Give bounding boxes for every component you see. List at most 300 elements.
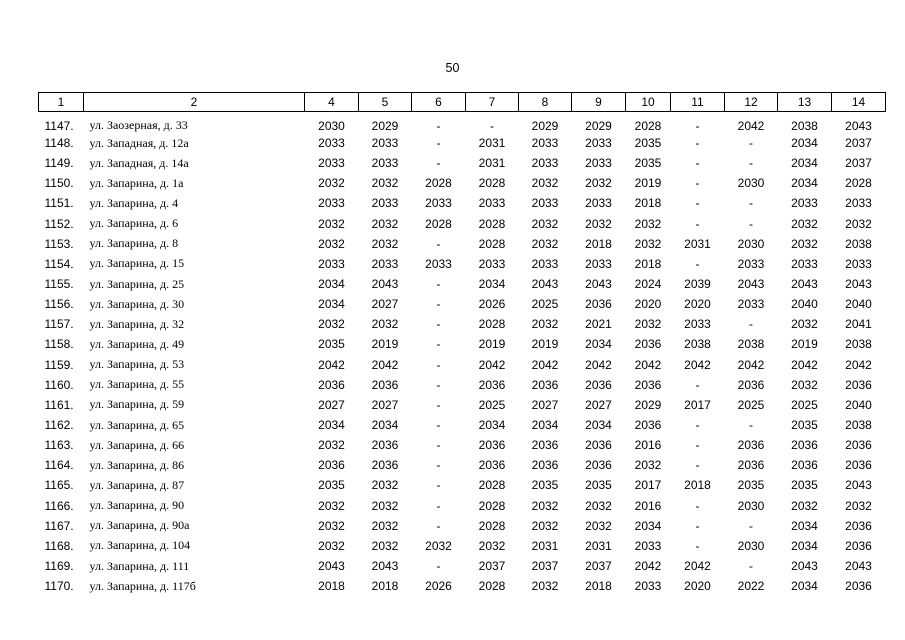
- value-cell: 2042: [684, 559, 711, 574]
- value-cell: 2042: [634, 559, 662, 574]
- value-cell: 2036: [791, 458, 818, 473]
- value-cell: 2018: [318, 579, 345, 594]
- value-cell: 2033: [845, 196, 872, 211]
- value-cell: -: [436, 357, 441, 372]
- value-cell: 2033: [531, 256, 559, 271]
- value-cell: 2032: [634, 317, 662, 332]
- value-cell: -: [695, 196, 700, 211]
- value-cell: 2043: [845, 559, 872, 574]
- value-cell: 2032: [531, 317, 559, 332]
- value-cell: 2032: [318, 236, 345, 251]
- value-cell: 2027: [318, 397, 345, 412]
- value-cell: 2043: [371, 559, 399, 574]
- row-number: 1158.: [44, 337, 74, 352]
- value-cell: 2043: [585, 277, 612, 292]
- value-cell: 2018: [634, 256, 662, 271]
- value-cell: 2035: [737, 478, 765, 493]
- column-header: 12: [725, 93, 778, 112]
- value-cell: 2019: [634, 176, 662, 191]
- value-cell: 2034: [791, 518, 818, 533]
- value-cell: 2029: [371, 118, 399, 133]
- value-cell: 2036: [737, 377, 765, 392]
- value-cell: 2030: [737, 498, 765, 513]
- value-cell: 2032: [371, 216, 399, 231]
- value-cell: 2038: [845, 337, 872, 352]
- table-row: [39, 375, 886, 395]
- address-cell: ул. Запарина, д. 32: [89, 316, 185, 331]
- value-cell: 2036: [845, 538, 872, 553]
- value-cell: 2018: [371, 579, 399, 594]
- value-cell: 2032: [585, 518, 612, 533]
- value-cell: -: [490, 118, 494, 133]
- value-cell: 2034: [318, 297, 345, 312]
- table-row: [39, 173, 886, 193]
- value-cell: 2033: [425, 256, 452, 271]
- table-row: [39, 193, 886, 213]
- row-number: 1147.: [44, 118, 74, 133]
- value-cell: 2031: [531, 538, 559, 553]
- value-cell: 2033: [845, 256, 872, 271]
- value-cell: -: [749, 317, 753, 332]
- value-cell: 2030: [737, 176, 765, 191]
- value-cell: 2034: [585, 337, 612, 352]
- value-cell: 2036: [737, 438, 765, 453]
- value-cell: 2027: [371, 397, 399, 412]
- column-header: 4: [305, 93, 359, 112]
- value-cell: 2036: [791, 438, 818, 453]
- value-cell: 2042: [478, 357, 506, 372]
- value-cell: 2042: [371, 357, 399, 372]
- value-cell: 2032: [791, 317, 818, 332]
- value-cell: 2032: [531, 579, 559, 594]
- value-cell: 2036: [634, 377, 662, 392]
- value-cell: -: [436, 458, 441, 473]
- value-cell: 2033: [684, 317, 711, 332]
- value-cell: 2018: [684, 478, 711, 493]
- page-number: 50: [445, 61, 460, 75]
- value-cell: 2020: [634, 297, 662, 312]
- row-number: 1157.: [44, 317, 74, 332]
- value-cell: -: [695, 176, 700, 191]
- row-number: 1154.: [44, 256, 74, 271]
- value-cell: 2033: [318, 156, 345, 171]
- value-cell: 2033: [425, 196, 452, 211]
- value-cell: 2042: [585, 357, 612, 372]
- value-cell: 2032: [371, 176, 399, 191]
- value-cell: -: [436, 118, 441, 133]
- value-cell: 2036: [318, 377, 345, 392]
- address-cell: ул. Запарина, д. 86: [89, 457, 185, 472]
- table-row: [39, 556, 886, 576]
- value-cell: 2038: [791, 118, 818, 133]
- value-cell: -: [749, 136, 753, 151]
- value-cell: 2036: [478, 438, 506, 453]
- value-cell: 2033: [318, 196, 345, 211]
- value-cell: 2031: [585, 538, 612, 553]
- value-cell: 2032: [371, 538, 399, 553]
- value-cell: 2042: [737, 357, 765, 372]
- value-cell: 2025: [737, 397, 765, 412]
- value-cell: 2031: [478, 136, 506, 151]
- value-cell: 2033: [791, 256, 818, 271]
- value-cell: 2032: [318, 438, 345, 453]
- column-header: 8: [519, 93, 572, 112]
- value-cell: 2032: [425, 538, 452, 553]
- value-cell: 2027: [585, 397, 612, 412]
- row-number: 1165.: [44, 478, 74, 493]
- value-cell: -: [695, 418, 700, 433]
- value-cell: 2036: [478, 377, 506, 392]
- value-cell: 2032: [318, 216, 345, 231]
- value-cell: 2035: [531, 478, 559, 493]
- value-cell: 2032: [371, 478, 399, 493]
- value-cell: -: [695, 538, 700, 553]
- value-cell: 2037: [478, 559, 506, 574]
- table-row: [39, 334, 886, 354]
- value-cell: 2029: [634, 397, 662, 412]
- value-cell: 2019: [791, 337, 818, 352]
- value-cell: -: [695, 118, 700, 133]
- value-cell: -: [695, 438, 700, 453]
- value-cell: 2040: [845, 297, 872, 312]
- column-header: 9: [572, 93, 626, 112]
- value-cell: 2036: [634, 337, 662, 352]
- value-cell: 2032: [531, 216, 559, 231]
- value-cell: 2043: [845, 118, 872, 133]
- address-cell: ул. Запарина, д. 59: [89, 397, 185, 412]
- address-cell: ул. Запарина, д. 53: [89, 357, 185, 372]
- value-cell: 2042: [684, 357, 711, 372]
- address-cell: ул. Запарина, д. 49: [89, 336, 185, 351]
- address-cell: ул. Запарина, д. 66: [89, 437, 185, 452]
- value-cell: 2017: [684, 397, 711, 412]
- value-cell: -: [749, 559, 753, 574]
- column-header: 5: [359, 93, 412, 112]
- value-cell: 2038: [737, 337, 765, 352]
- value-cell: 2016: [634, 438, 662, 453]
- value-cell: 2036: [371, 458, 399, 473]
- value-cell: 2032: [585, 498, 612, 513]
- row-number: 1167.: [44, 518, 74, 533]
- value-cell: 2018: [585, 579, 612, 594]
- value-cell: 2043: [845, 478, 872, 493]
- value-cell: 2043: [318, 559, 345, 574]
- value-cell: 2033: [585, 136, 612, 151]
- value-cell: 2038: [845, 236, 872, 251]
- column-header: 13: [778, 93, 832, 112]
- value-cell: 2042: [845, 357, 872, 372]
- value-cell: 2039: [684, 277, 711, 292]
- value-cell: 2032: [531, 498, 559, 513]
- value-cell: 2031: [478, 156, 506, 171]
- value-cell: 2032: [634, 236, 662, 251]
- value-cell: 2033: [531, 196, 559, 211]
- value-cell: 2029: [531, 118, 559, 133]
- value-cell: 2034: [791, 538, 818, 553]
- column-header: 11: [671, 93, 725, 112]
- table-row: [39, 254, 886, 274]
- value-cell: 2035: [634, 136, 662, 151]
- value-cell: -: [436, 236, 441, 251]
- row-number: 1160.: [44, 377, 74, 392]
- value-cell: -: [695, 216, 700, 231]
- value-cell: 2043: [737, 277, 765, 292]
- table-row: [39, 314, 886, 334]
- value-cell: 2035: [791, 478, 818, 493]
- value-cell: 2036: [478, 458, 506, 473]
- value-cell: 2034: [318, 277, 345, 292]
- value-cell: 2036: [845, 377, 872, 392]
- value-cell: 2028: [478, 579, 506, 594]
- value-cell: 2032: [845, 498, 872, 513]
- value-cell: 2030: [737, 538, 765, 553]
- value-cell: -: [695, 498, 700, 513]
- value-cell: 2036: [845, 579, 872, 594]
- value-cell: 2018: [585, 236, 612, 251]
- value-cell: 2037: [531, 559, 559, 574]
- address-cell: ул. Запарина, д. 65: [89, 417, 185, 432]
- address-cell: ул. Запарина, д. 87: [89, 477, 185, 492]
- value-cell: 2032: [531, 518, 559, 533]
- value-cell: 2034: [634, 518, 662, 533]
- value-cell: 2030: [737, 236, 765, 251]
- value-cell: 2035: [585, 478, 612, 493]
- column-header: 6: [412, 93, 466, 112]
- value-cell: 2020: [684, 297, 711, 312]
- table-row: [39, 536, 886, 556]
- row-number: 1149.: [44, 156, 74, 171]
- value-cell: -: [436, 337, 441, 352]
- value-cell: 2036: [845, 458, 872, 473]
- value-cell: 2032: [531, 176, 559, 191]
- address-cell: ул. Запарина, д. 111: [89, 558, 190, 573]
- value-cell: 2038: [845, 418, 872, 433]
- address-cell: ул. Западная, д. 12а: [89, 135, 189, 150]
- value-cell: 2036: [585, 438, 612, 453]
- table-row: [39, 395, 886, 415]
- value-cell: 2032: [318, 317, 345, 332]
- value-cell: 2036: [371, 377, 399, 392]
- value-cell: 2032: [318, 538, 345, 553]
- value-cell: 2027: [371, 297, 399, 312]
- value-cell: 2035: [634, 156, 662, 171]
- address-cell: ул. Запарина, д. 104: [89, 538, 191, 553]
- value-cell: 2036: [585, 458, 612, 473]
- table-row: [39, 415, 886, 435]
- value-cell: 2036: [371, 438, 399, 453]
- value-cell: 2036: [531, 377, 559, 392]
- value-cell: 2032: [791, 236, 818, 251]
- value-cell: -: [436, 438, 441, 453]
- value-cell: 2028: [634, 118, 662, 133]
- value-cell: 2028: [425, 176, 452, 191]
- address-cell: ул. Западная, д. 14а: [89, 155, 189, 170]
- value-cell: 2033: [371, 156, 399, 171]
- row-number: 1170.: [44, 579, 74, 594]
- value-cell: 2026: [425, 579, 452, 594]
- value-cell: 2028: [425, 216, 452, 231]
- value-cell: -: [695, 458, 700, 473]
- value-cell: 2022: [737, 579, 765, 594]
- value-cell: 2040: [791, 297, 818, 312]
- value-cell: 2036: [531, 458, 559, 473]
- value-cell: -: [436, 498, 441, 513]
- value-cell: 2019: [478, 337, 506, 352]
- table-row: [39, 274, 886, 294]
- value-cell: -: [436, 397, 441, 412]
- value-cell: 2033: [737, 256, 765, 271]
- value-cell: 2042: [634, 357, 662, 372]
- value-cell: 2018: [634, 196, 662, 211]
- value-cell: 2025: [531, 297, 559, 312]
- value-cell: 2040: [845, 397, 872, 412]
- value-cell: 2041: [845, 317, 872, 332]
- table-row: [39, 576, 886, 596]
- address-cell: ул. Запарина, д. 25: [89, 276, 185, 291]
- value-cell: 2034: [371, 418, 399, 433]
- value-cell: 2035: [318, 337, 345, 352]
- value-cell: 2033: [371, 196, 399, 211]
- address-cell: ул. Запарина, д. 117б: [89, 578, 196, 593]
- value-cell: -: [695, 518, 700, 533]
- value-cell: -: [749, 216, 753, 231]
- value-cell: 2029: [585, 118, 612, 133]
- value-cell: 2034: [478, 418, 506, 433]
- value-cell: 2034: [478, 277, 506, 292]
- table-row: [39, 234, 886, 254]
- address-cell: ул. Запарина, д. 90а: [89, 518, 190, 533]
- table-row: [39, 112, 886, 134]
- value-cell: 2038: [684, 337, 711, 352]
- value-cell: 2033: [531, 136, 559, 151]
- column-header: 10: [626, 93, 671, 112]
- address-cell: ул. Запарина, д. 30: [89, 296, 185, 311]
- value-cell: 2036: [531, 438, 559, 453]
- value-cell: -: [436, 418, 441, 433]
- value-cell: 2032: [371, 236, 399, 251]
- value-cell: 2033: [478, 256, 506, 271]
- value-cell: -: [436, 559, 441, 574]
- value-cell: -: [695, 136, 700, 151]
- address-cell: ул. Запарина, д. 6: [89, 216, 179, 231]
- value-cell: 2033: [585, 196, 612, 211]
- value-cell: 2042: [531, 357, 559, 372]
- row-number: 1152.: [44, 216, 74, 231]
- value-cell: 2034: [791, 579, 818, 594]
- value-cell: 2032: [791, 216, 818, 231]
- value-cell: 2036: [737, 458, 765, 473]
- value-cell: 2033: [318, 136, 345, 151]
- value-cell: 2032: [791, 498, 818, 513]
- value-cell: 2028: [478, 216, 506, 231]
- table-row: [39, 153, 886, 173]
- value-cell: 2019: [531, 337, 559, 352]
- value-cell: 2028: [478, 518, 506, 533]
- value-cell: 2032: [318, 498, 345, 513]
- row-number: 1148.: [44, 136, 74, 151]
- table-row: [39, 133, 886, 153]
- value-cell: -: [749, 156, 753, 171]
- value-cell: 2028: [478, 498, 506, 513]
- table-row: [39, 496, 886, 516]
- value-cell: 2033: [318, 256, 345, 271]
- value-cell: 2043: [371, 277, 399, 292]
- value-cell: 2034: [585, 418, 612, 433]
- value-cell: 2021: [585, 317, 612, 332]
- value-cell: 2037: [845, 156, 872, 171]
- row-number: 1162.: [44, 418, 74, 433]
- row-number: 1168.: [44, 538, 74, 553]
- value-cell: -: [436, 297, 441, 312]
- value-cell: 2034: [791, 176, 818, 191]
- value-cell: 2024: [634, 277, 662, 292]
- value-cell: 2036: [585, 377, 612, 392]
- value-cell: -: [749, 196, 753, 211]
- value-cell: 2033: [585, 256, 612, 271]
- value-cell: 2033: [531, 156, 559, 171]
- row-number: 1155.: [44, 277, 74, 292]
- value-cell: 2032: [318, 518, 345, 533]
- row-number: 1161.: [44, 397, 74, 412]
- address-cell: ул. Заозерная, д. 33: [89, 118, 188, 132]
- value-cell: -: [436, 156, 441, 171]
- value-cell: 2032: [371, 317, 399, 332]
- schedule-table: [38, 92, 886, 596]
- value-cell: 2042: [791, 357, 818, 372]
- value-cell: 2033: [634, 538, 662, 553]
- address-cell: ул. Запарина, д. 1а: [89, 175, 184, 190]
- value-cell: 2026: [478, 297, 506, 312]
- value-cell: -: [695, 377, 700, 392]
- value-cell: 2033: [634, 579, 662, 594]
- value-cell: 2033: [737, 297, 765, 312]
- value-cell: 2033: [791, 196, 818, 211]
- value-cell: 2033: [371, 256, 399, 271]
- value-cell: -: [695, 256, 700, 271]
- value-cell: 2043: [845, 277, 872, 292]
- value-cell: 2033: [371, 136, 399, 151]
- value-cell: 2034: [531, 418, 559, 433]
- table-row: [39, 516, 886, 536]
- row-number: 1153.: [44, 236, 74, 251]
- value-cell: 2020: [684, 579, 711, 594]
- value-cell: 2043: [791, 559, 818, 574]
- value-cell: 2034: [791, 156, 818, 171]
- value-cell: -: [749, 518, 753, 533]
- value-cell: 2019: [371, 337, 399, 352]
- value-cell: 2032: [371, 498, 399, 513]
- row-number: 1163.: [44, 438, 74, 453]
- value-cell: 2028: [478, 236, 506, 251]
- value-cell: 2032: [585, 216, 612, 231]
- value-cell: 2036: [634, 418, 662, 433]
- row-number: 1151.: [44, 196, 74, 211]
- value-cell: 2043: [791, 277, 818, 292]
- value-cell: 2025: [791, 397, 818, 412]
- address-cell: ул. Запарина, д. 15: [89, 256, 185, 271]
- value-cell: -: [436, 277, 441, 292]
- value-cell: -: [749, 418, 753, 433]
- row-number: 1166.: [44, 498, 74, 513]
- address-cell: ул. Запарина, д. 90: [89, 498, 185, 513]
- value-cell: 2028: [478, 176, 506, 191]
- column-header: 14: [832, 93, 886, 112]
- value-cell: -: [436, 377, 441, 392]
- table-row: [39, 214, 886, 234]
- value-cell: -: [436, 317, 441, 332]
- value-cell: 2037: [585, 559, 612, 574]
- row-number: 1159.: [44, 357, 74, 372]
